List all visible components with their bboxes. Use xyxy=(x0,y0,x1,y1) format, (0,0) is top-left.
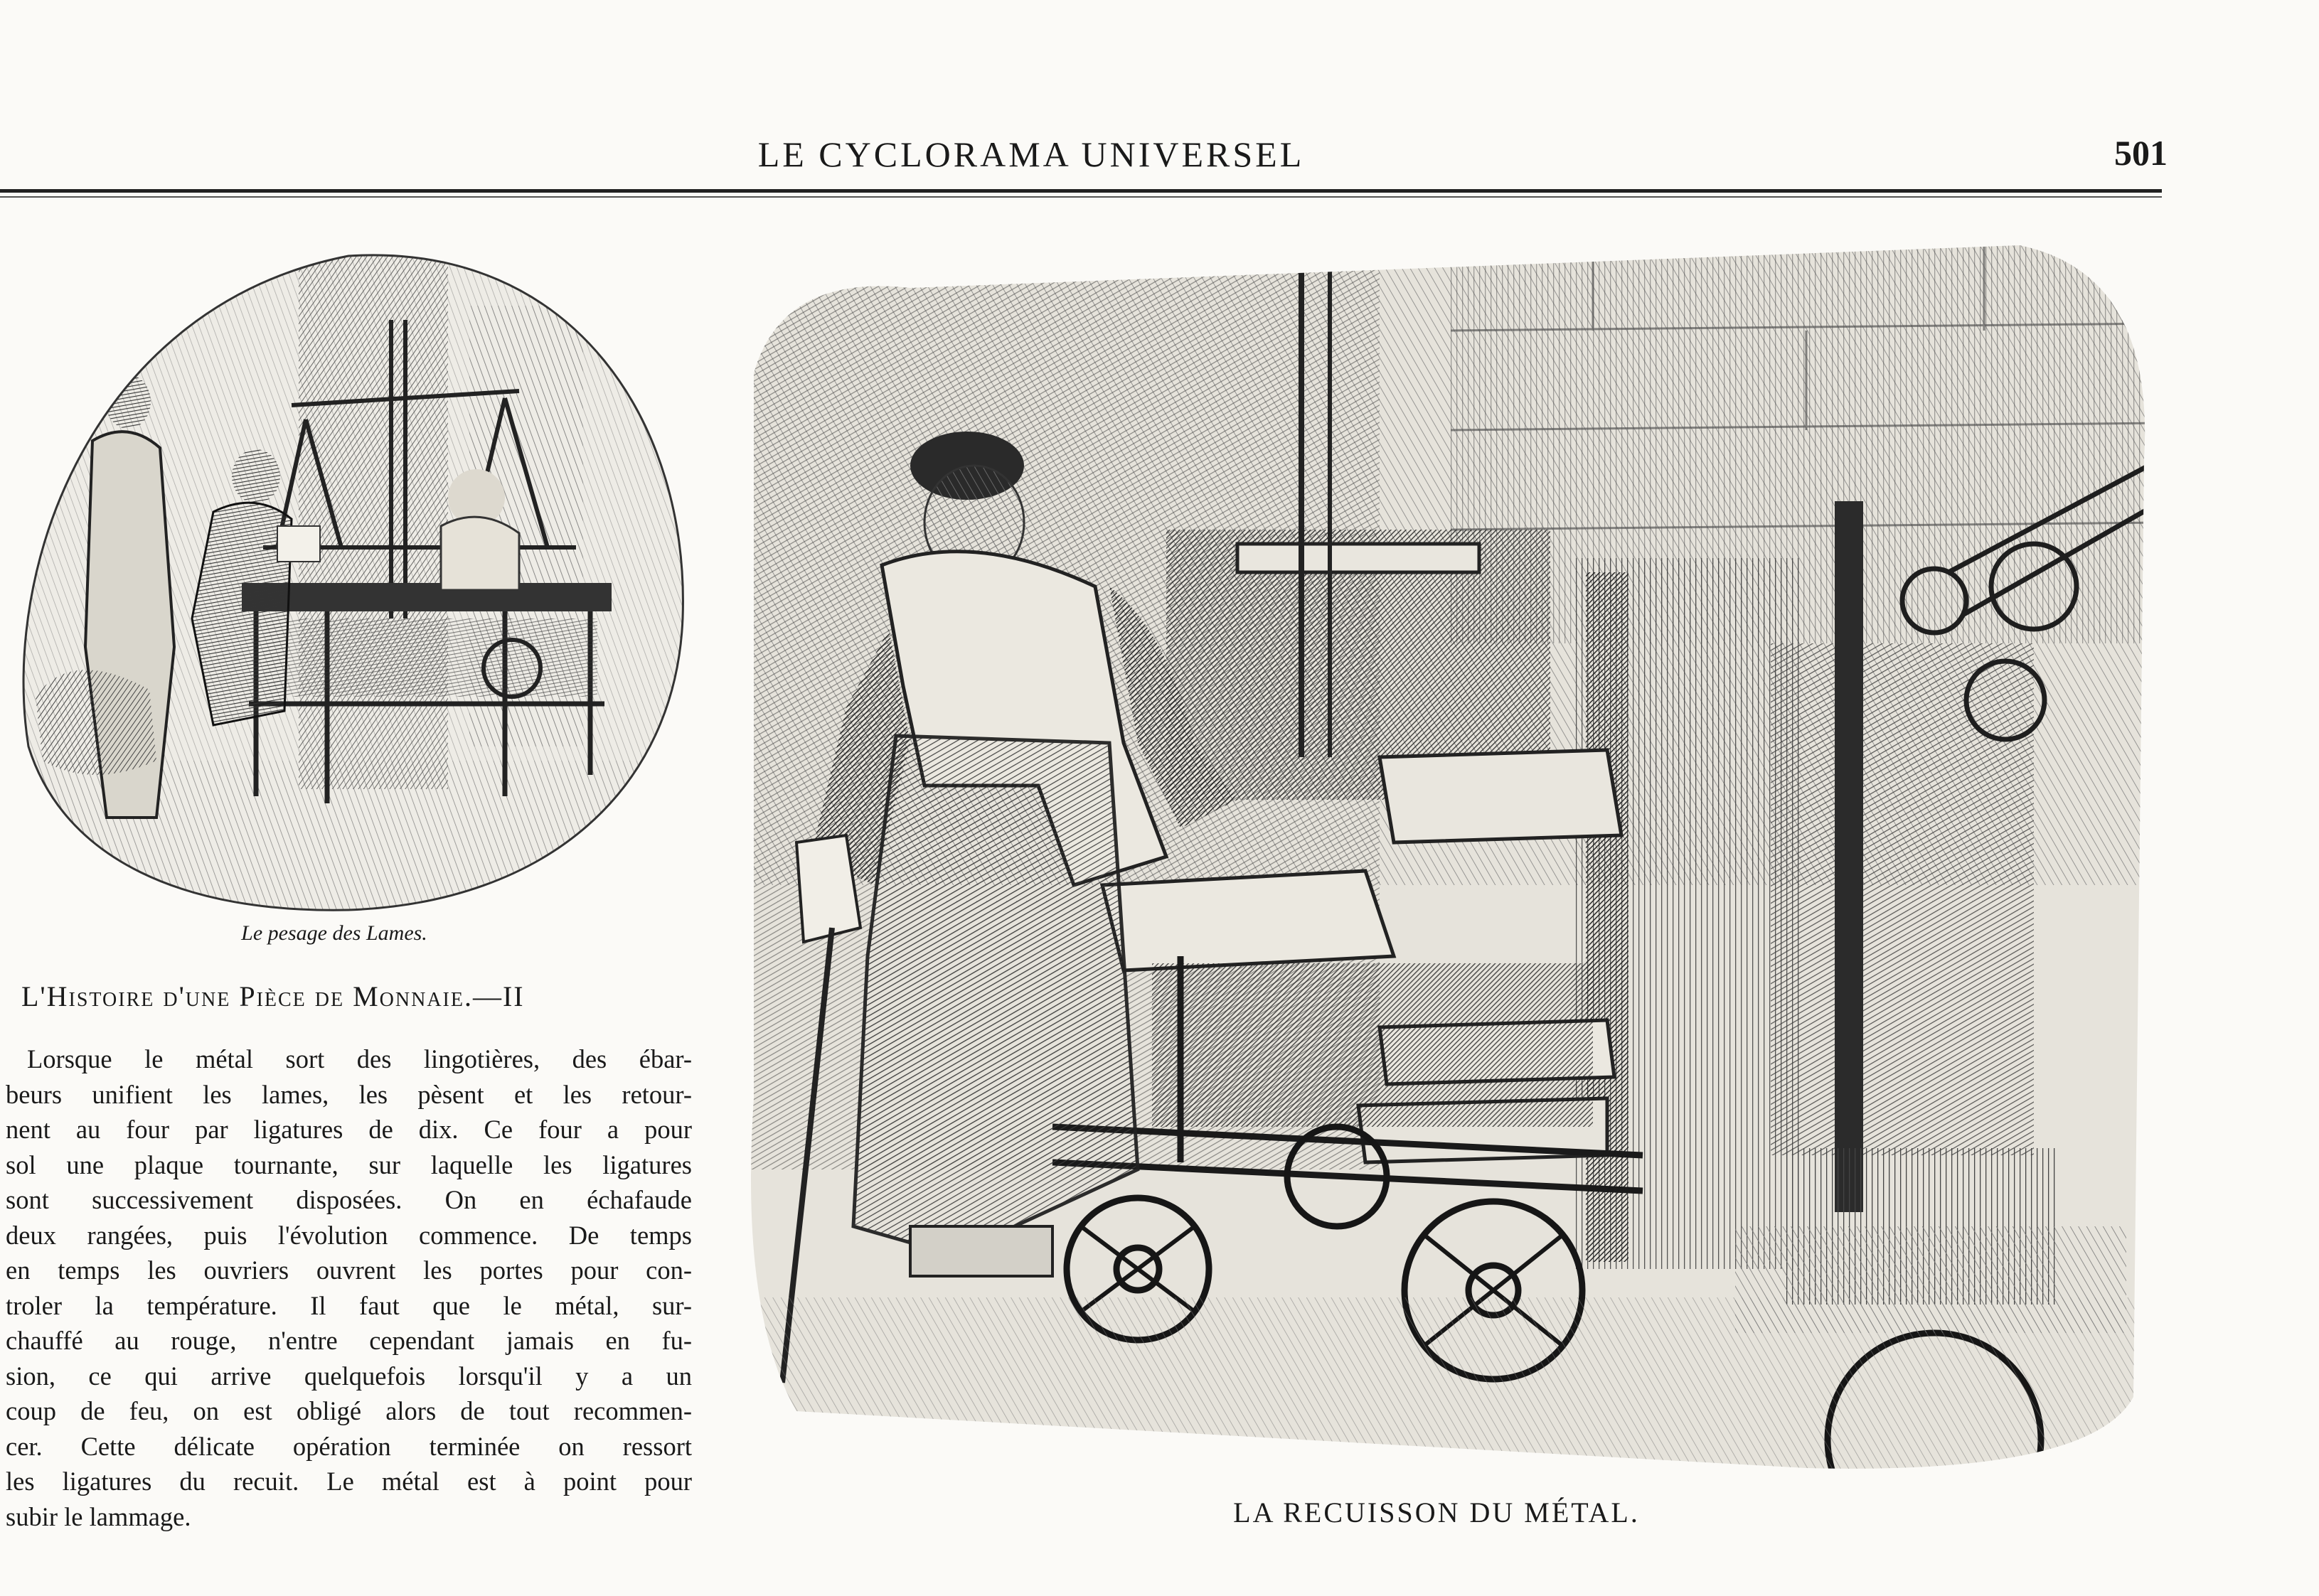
article-line: sont successivement disposées. On en échafaude xyxy=(6,1185,692,1214)
header-rule-thin xyxy=(0,196,2162,198)
article-line: sol une plaque tournante, sur laquelle les ligatures xyxy=(6,1150,692,1179)
article-line: les ligatures du recuit. Le métal est à point pour xyxy=(6,1467,692,1496)
article-line: beurs unifient les lames, les pèsent et les retour- xyxy=(6,1079,692,1109)
annealing-engraving-picture xyxy=(740,245,2176,1479)
article-line: troler la température. Il faut que le métal, sur- xyxy=(6,1290,692,1320)
weighing-engraving xyxy=(7,249,686,914)
article-line: subir le lammage. xyxy=(6,1501,191,1531)
article-title: L'Histoire d'une Pièce de Monnaie.—II xyxy=(21,980,525,1012)
article-line: coup de feu, on est obligé alors de tout recommen- xyxy=(6,1396,692,1425)
annealing-caption: LA RECUISSON DU MÉTAL. xyxy=(1233,1496,1640,1528)
article-line: cer. Cette délicate opération terminée on ressort xyxy=(6,1431,692,1461)
weighing-engraving-picture xyxy=(7,249,686,914)
article-line: deux rangées, puis l'évolution commence. De temps xyxy=(6,1220,692,1250)
page-number: 501 xyxy=(2114,133,2168,173)
annealing-engraving xyxy=(740,245,2176,1479)
article-body xyxy=(6,1041,692,1534)
running-title: LE CYCLORAMA UNIVERSEL xyxy=(757,134,1305,174)
article-line: nent au four par ligatures de dix. Ce four a pour xyxy=(6,1115,692,1144)
header-rule xyxy=(0,189,2162,193)
article-line: sion, ce qui arrive quelquefois lorsqu'il y a un xyxy=(6,1361,692,1391)
article-line: chauffé au rouge, n'entre cependant jamais en fu- xyxy=(6,1326,692,1355)
article-line: en temps les ouvriers ouvrent les portes pour con- xyxy=(6,1255,692,1285)
article-line: Lorsque le métal sort des lingotières, des ébar- xyxy=(27,1044,692,1073)
weighing-caption: Le pesage des Lames. xyxy=(241,921,427,945)
